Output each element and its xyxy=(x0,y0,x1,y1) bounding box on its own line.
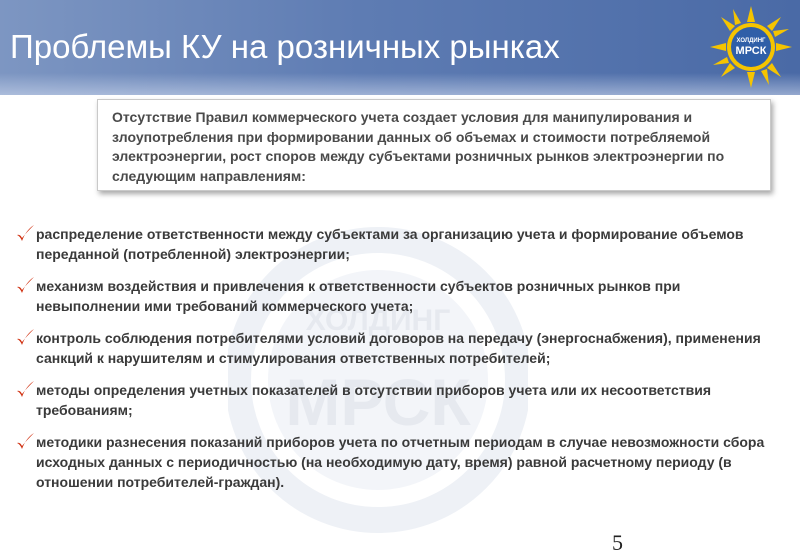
mrsk-logo xyxy=(708,4,794,90)
bullet-text: распределение ответственности между субъектами за организацию учета и формирование объемов переданной (потребленной) электроэнергии; xyxy=(36,226,744,262)
bullet-item xyxy=(12,432,782,492)
bullet-item xyxy=(12,224,782,264)
bullet-item xyxy=(12,276,782,316)
checkmark-icon xyxy=(15,432,35,452)
intro-box xyxy=(97,99,771,191)
checkmark-icon xyxy=(15,276,35,296)
bullet-text: методы определения учетных показателей в отсутствии приборов учета или их несоответствия требованиям; xyxy=(36,382,712,418)
logo-main-text: МРСК xyxy=(735,45,767,57)
header-banner xyxy=(0,0,800,95)
bullet-item xyxy=(12,328,782,368)
intro-text: Отсутствие Правил коммерческого учета создает условия для манипулирования и злоупотребления при формировании данных об объемах и стоимости потребляемой электроэнергии, рост споров между субъектами розничных рынков электроэнергии по следующим направлениям: xyxy=(112,109,725,184)
bullet-text: методики разнесения показаний приборов учета по отчетным периодам в случае невозможности сбора исходных данных с периодичностью (на необходимую дату, время) равной расчетному периоду (в отношении потребителей-граждан). xyxy=(36,434,765,490)
bullet-text: контроль соблюдения потребителями условий договоров на передачу (энергоснабжения), применения санкций к нарушителям и стимулирования ответственных потребителей; xyxy=(36,330,761,366)
checkmark-icon xyxy=(15,380,35,400)
checkmark-icon xyxy=(15,224,35,244)
bullet-list xyxy=(12,224,782,492)
bullet-text: механизм воздействия и привлечения к ответственности субъектов розничных рынков при невыполнении ими требований коммерческого учета; xyxy=(36,278,681,314)
header-shade xyxy=(0,73,800,95)
page-title: Проблемы КУ на розничных рынках xyxy=(10,28,560,65)
watermark-main-text: МРСК xyxy=(285,365,471,439)
page-number: 5 xyxy=(612,530,623,555)
bullet-item xyxy=(12,380,782,420)
logo-top-text: ХОЛДИНГ xyxy=(736,38,766,44)
watermark-top-text: ХОЛДИНГ xyxy=(305,304,451,337)
checkmark-icon xyxy=(15,328,35,348)
